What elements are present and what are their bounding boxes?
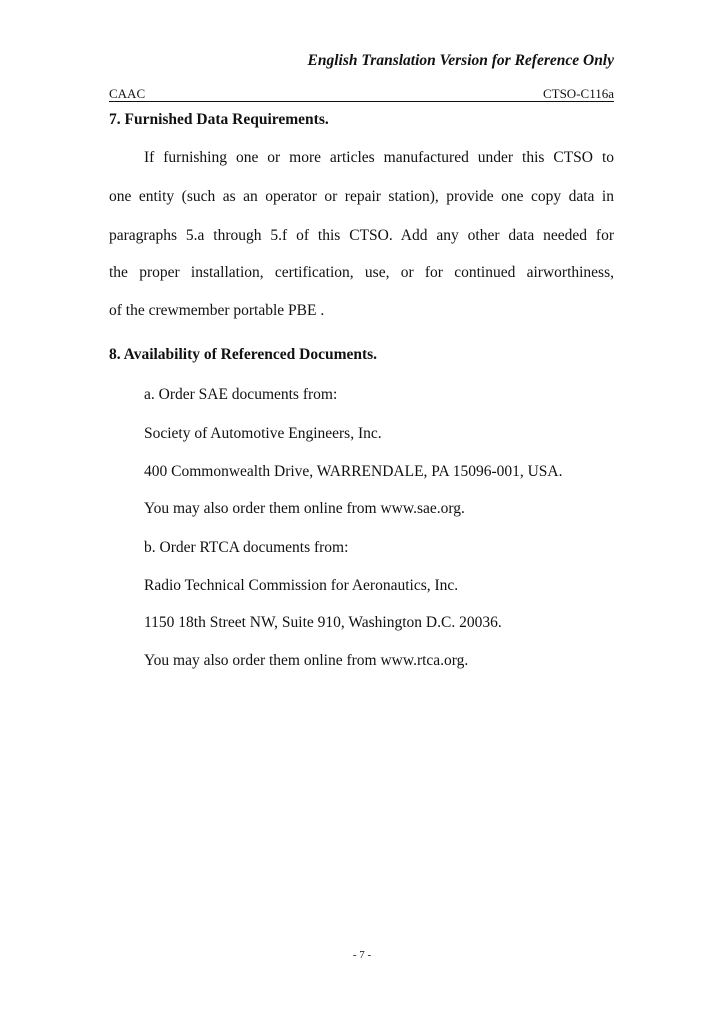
section-8-line-3: 400 Commonwealth Drive, WARRENDALE, PA 15096-001, USA. <box>144 463 563 480</box>
section-8-line-8: You may also order them online from www.rtca.org. <box>144 652 469 669</box>
page-number: - 7 - <box>352 949 372 961</box>
section-8-line-5: b. Order RTCA documents from: <box>144 539 349 556</box>
section-8-line-1: a. Order SAE documents from: <box>144 386 338 403</box>
header-organization: CAAC <box>109 86 146 101</box>
section-8-line-6: Radio Technical Commission for Aeronautics, Inc. <box>144 577 459 594</box>
translation-note: English Translation Version for Reference Only <box>307 52 614 69</box>
section-7-heading: 7. Furnished Data Requirements. <box>109 111 329 128</box>
section-7-line-5: of the crewmember portable PBE . <box>109 302 325 319</box>
section-8-line-2: Society of Automotive Engineers, Inc. <box>144 425 382 442</box>
section-8-heading: 8. Availability of Referenced Documents. <box>109 346 378 363</box>
header-document-id: CTSO-C116a <box>542 86 614 101</box>
section-8-line-4: You may also order them online from www.sae.org. <box>144 500 465 517</box>
section-7-line-2: one entity (such as an operator or repair station), provide one copy data in <box>109 188 614 205</box>
section-7-line-3: paragraphs 5.a through 5.f of this CTSO. Add any other data needed for <box>109 227 614 244</box>
header-divider <box>109 101 614 102</box>
section-7-line-1: If furnishing one or more articles manufactured under this CTSO to <box>144 149 614 166</box>
section-7-line-4: the proper installation, certification, use, or for continued airworthiness, <box>109 264 614 281</box>
section-8-line-7: 1150 18th Street NW, Suite 910, Washington D.C. 20036. <box>144 614 502 631</box>
